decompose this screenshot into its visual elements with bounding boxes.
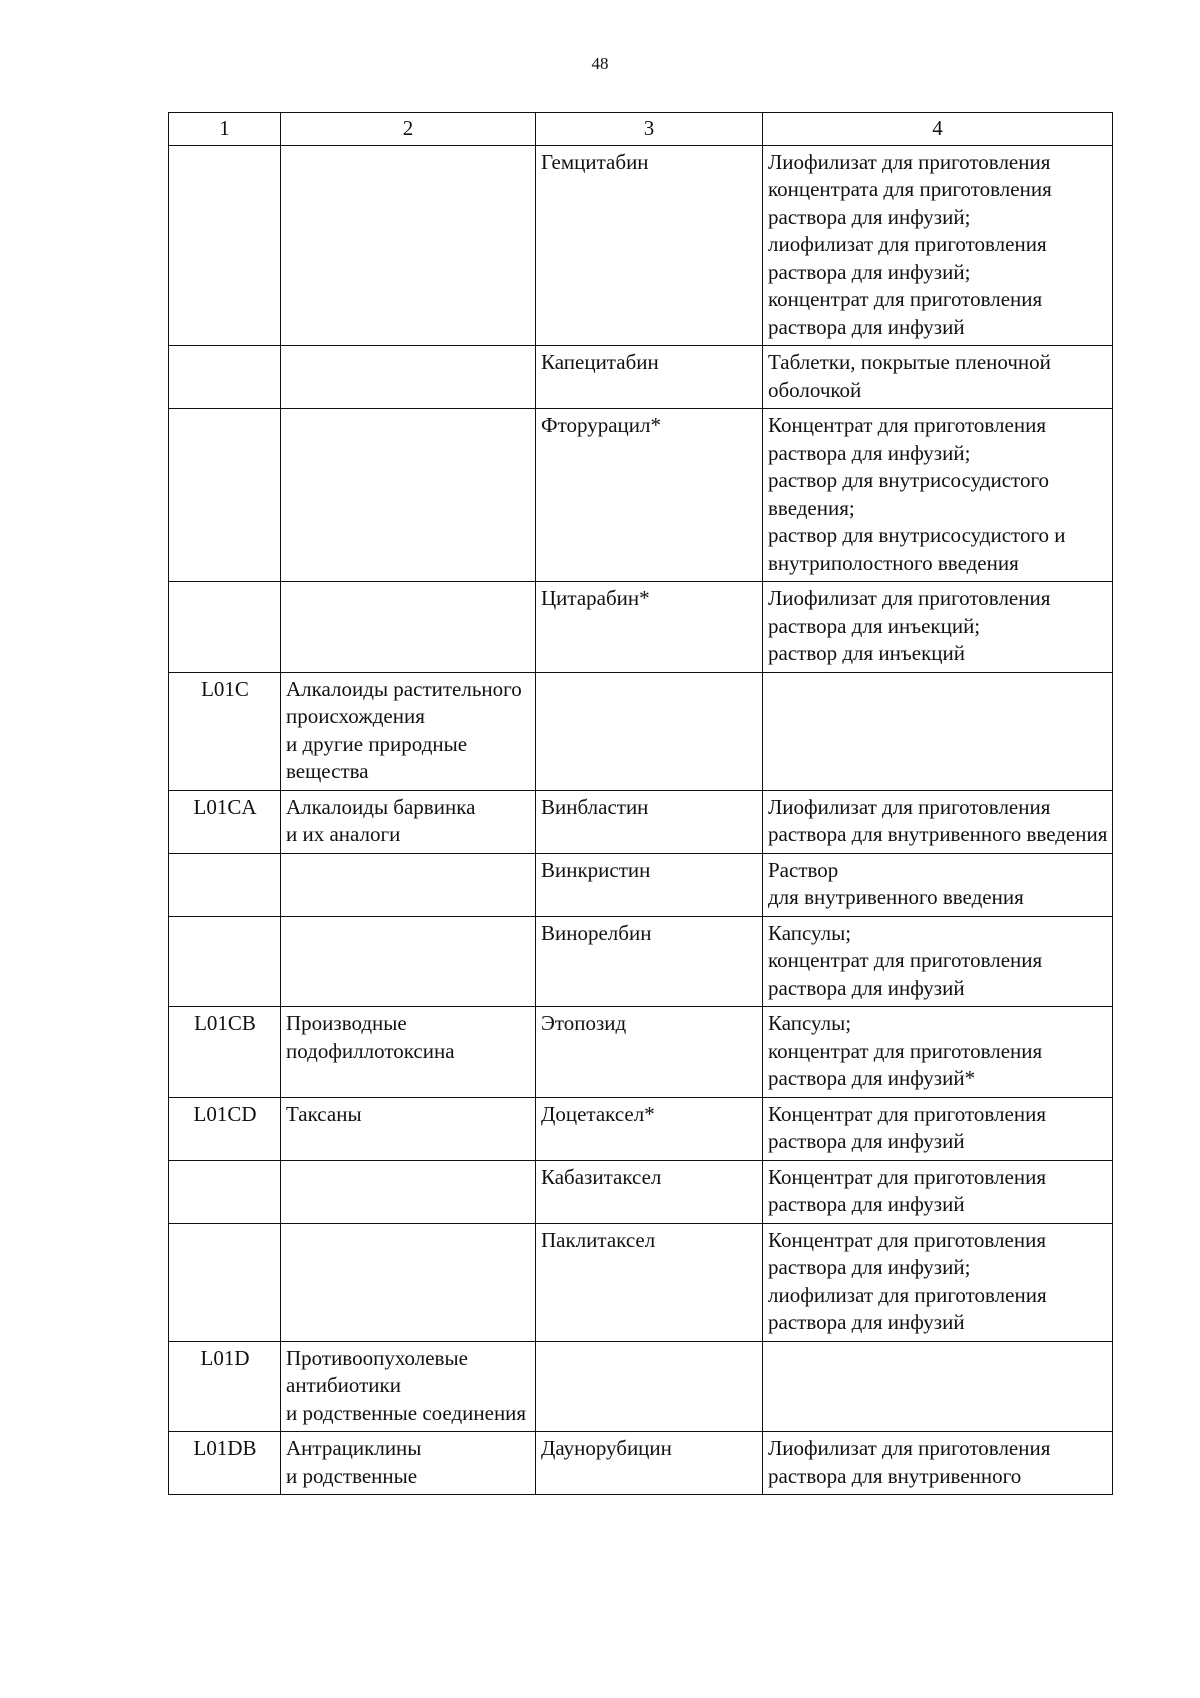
table-row bbox=[169, 916, 1113, 1007]
dosage-form-cell: Капсулы; концентрат для приготовления раствора для инфузий* bbox=[763, 1007, 1113, 1098]
table-row bbox=[169, 1097, 1113, 1160]
dosage-form-cell bbox=[763, 1341, 1113, 1432]
drug-name-cell: Кабазитаксел bbox=[536, 1160, 763, 1223]
dosage-form-cell: Лиофилизат для приготовления концентрата для приготовления раствора для инфузий; лиофилизат для приготовления раствора для инфузий; концентрат для приготовления раствора для инфузий bbox=[763, 145, 1113, 346]
column-number-4: 4 bbox=[763, 113, 1113, 146]
drug-name-cell bbox=[536, 1341, 763, 1432]
table-row bbox=[169, 1432, 1113, 1495]
column-number-3: 3 bbox=[536, 113, 763, 146]
anatomical-group-cell bbox=[281, 145, 536, 346]
anatomical-group-cell bbox=[281, 1160, 536, 1223]
dosage-form-cell: Лиофилизат для приготовления раствора для инъекций; раствор для инъекций bbox=[763, 582, 1113, 673]
dosage-form-cell: Раствор для внутривенного введения bbox=[763, 853, 1113, 916]
atc-code-cell bbox=[169, 145, 281, 346]
anatomical-group-cell bbox=[281, 853, 536, 916]
page-number: 48 bbox=[591, 54, 609, 73]
column-number-1: 1 bbox=[169, 113, 281, 146]
drug-name-cell bbox=[536, 672, 763, 790]
drug-name-cell: Этопозид bbox=[536, 1007, 763, 1098]
dosage-form-cell: Концентрат для приготовления раствора для инфузий; лиофилизат для приготовления раствора для инфузий bbox=[763, 1223, 1113, 1341]
dosage-form-cell: Капсулы; концентрат для приготовления раствора для инфузий bbox=[763, 916, 1113, 1007]
table-row bbox=[169, 1341, 1113, 1432]
atc-code-cell bbox=[169, 853, 281, 916]
table-row bbox=[169, 1223, 1113, 1341]
table-row bbox=[169, 853, 1113, 916]
atc-code-cell bbox=[169, 1160, 281, 1223]
dosage-form-cell bbox=[763, 672, 1113, 790]
table-row bbox=[169, 409, 1113, 582]
table-row bbox=[169, 1160, 1113, 1223]
column-number-2: 2 bbox=[281, 113, 536, 146]
drug-name-cell: Паклитаксел bbox=[536, 1223, 763, 1341]
table-row bbox=[169, 672, 1113, 790]
drug-name-cell: Капецитабин bbox=[536, 346, 763, 409]
anatomical-group-cell bbox=[281, 1223, 536, 1341]
anatomical-group-cell: Противоопухолевые антибиотики и родственные соединения bbox=[281, 1341, 536, 1432]
table-row bbox=[169, 790, 1113, 853]
atc-code-cell: L01CA bbox=[169, 790, 281, 853]
anatomical-group-cell bbox=[281, 582, 536, 673]
table-row bbox=[169, 346, 1113, 409]
dosage-form-cell: Лиофилизат для приготовления раствора для внутривенного bbox=[763, 1432, 1113, 1495]
anatomical-group-cell: Алкалоиды барвинка и их аналоги bbox=[281, 790, 536, 853]
atc-code-cell bbox=[169, 916, 281, 1007]
dosage-form-cell: Концентрат для приготовления раствора для инфузий; раствор для внутрисосудистого введения; раствор для внутрисосудистого и внутриполостного введения bbox=[763, 409, 1113, 582]
table-row bbox=[169, 582, 1113, 673]
drug-name-cell: Винорелбин bbox=[536, 916, 763, 1007]
atc-code-cell: L01CB bbox=[169, 1007, 281, 1098]
anatomical-group-cell: Алкалоиды растительного происхождения и другие природные вещества bbox=[281, 672, 536, 790]
drug-name-cell: Доцетаксел* bbox=[536, 1097, 763, 1160]
atc-code-cell: L01CD bbox=[169, 1097, 281, 1160]
atc-code-cell: L01DB bbox=[169, 1432, 281, 1495]
drug-name-cell: Винкристин bbox=[536, 853, 763, 916]
dosage-form-cell: Таблетки, покрытые пленочной оболочкой bbox=[763, 346, 1113, 409]
anatomical-group-cell bbox=[281, 346, 536, 409]
atc-code-cell bbox=[169, 346, 281, 409]
atc-code-cell bbox=[169, 409, 281, 582]
dosage-form-cell: Концентрат для приготовления раствора для инфузий bbox=[763, 1160, 1113, 1223]
drug-name-cell: Цитарабин* bbox=[536, 582, 763, 673]
anatomical-group-cell bbox=[281, 409, 536, 582]
atc-code-cell bbox=[169, 1223, 281, 1341]
table-row bbox=[169, 145, 1113, 346]
dosage-form-cell: Концентрат для приготовления раствора для инфузий bbox=[763, 1097, 1113, 1160]
atc-code-cell: L01D bbox=[169, 1341, 281, 1432]
drug-name-cell: Фторурацил* bbox=[536, 409, 763, 582]
drug-name-cell: Даунорубицин bbox=[536, 1432, 763, 1495]
table-row bbox=[169, 1007, 1113, 1098]
anatomical-group-cell bbox=[281, 916, 536, 1007]
atc-code-cell bbox=[169, 582, 281, 673]
atc-code-cell: L01C bbox=[169, 672, 281, 790]
dosage-form-cell: Лиофилизат для приготовления раствора для внутривенного введения bbox=[763, 790, 1113, 853]
anatomical-group-cell: Антрациклины и родственные bbox=[281, 1432, 536, 1495]
drug-table bbox=[168, 112, 1113, 1495]
drug-name-cell: Гемцитабин bbox=[536, 145, 763, 346]
anatomical-group-cell: Производные подофиллотоксина bbox=[281, 1007, 536, 1098]
anatomical-group-cell: Таксаны bbox=[281, 1097, 536, 1160]
drug-name-cell: Винбластин bbox=[536, 790, 763, 853]
column-number-row bbox=[169, 113, 1113, 146]
